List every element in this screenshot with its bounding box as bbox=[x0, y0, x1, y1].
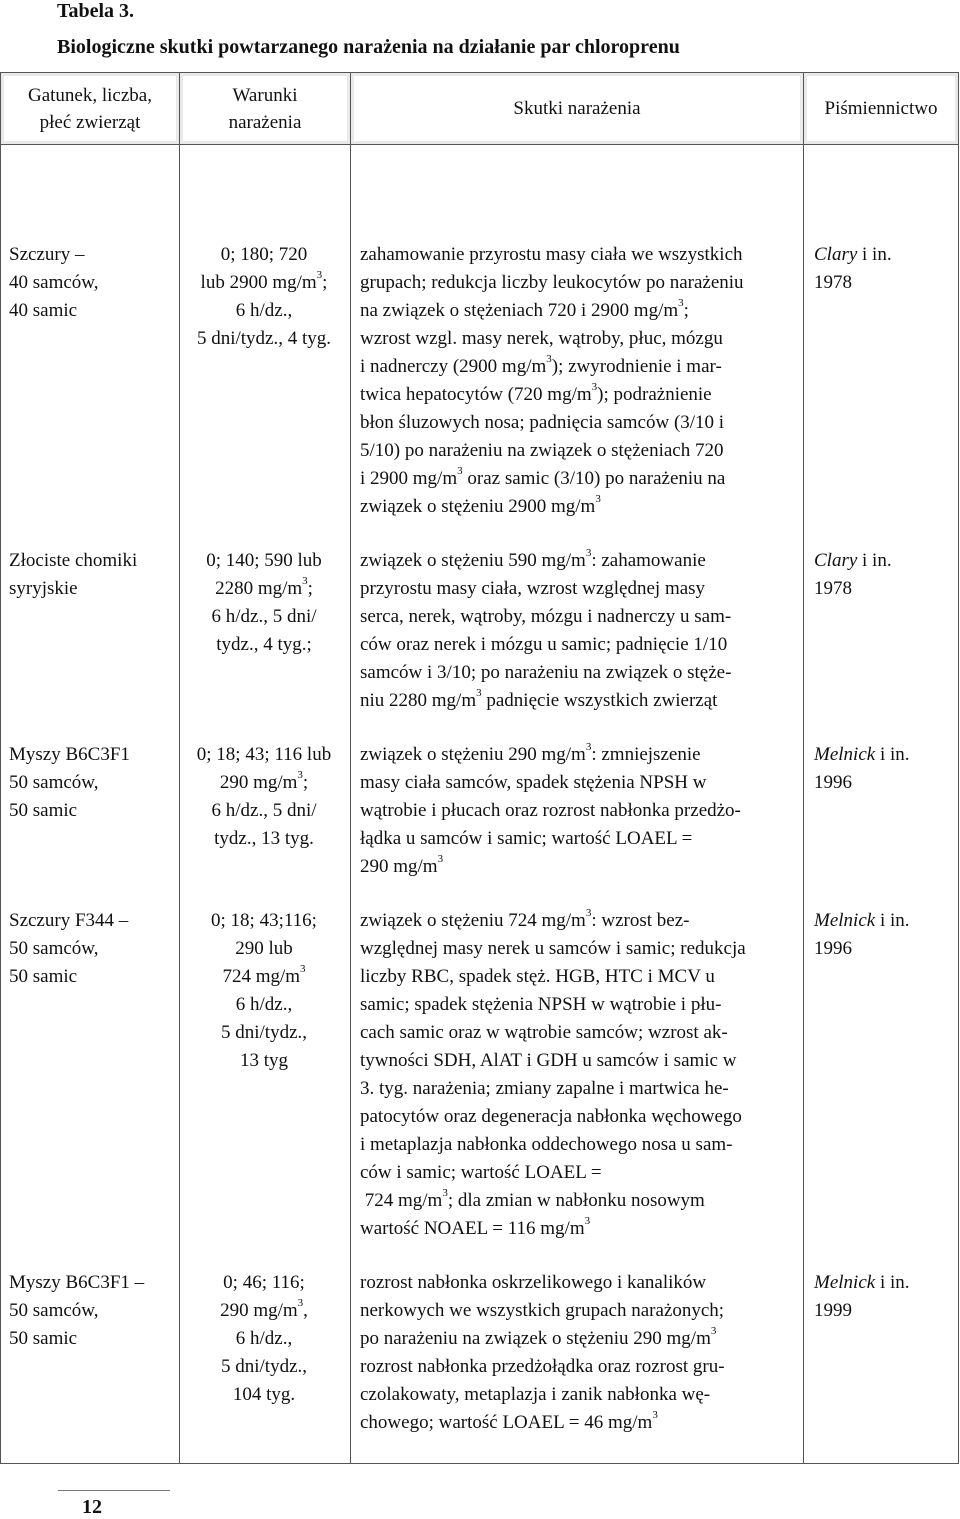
reference-year: 1996 bbox=[814, 938, 852, 959]
header-conditions-line: Warunki bbox=[232, 84, 298, 106]
effects-cell-line: na związek o stężeniach 720 i 2900 $mg/m^3$; bbox=[360, 296, 689, 321]
effects-cell-line: nerkowych we wszystkich grupach narażonych; bbox=[360, 1300, 725, 1321]
header-species-line: Gatunek, liczba, bbox=[28, 84, 152, 106]
conditions-cell bbox=[180, 741, 351, 907]
conditions-cell-line: 0; 18; 43; 116 lub bbox=[196, 744, 332, 765]
reference-et-al: i in. bbox=[875, 910, 910, 931]
species-cell-line: syryjskie bbox=[9, 578, 78, 599]
conditions-cell-line: 5 dni/tydz., 4 tyg. bbox=[196, 328, 332, 349]
species-cell-line: 50 samic bbox=[9, 1328, 78, 1349]
conditions-cell bbox=[180, 145, 351, 548]
superscript: 3 bbox=[297, 1296, 304, 1309]
effects-cell-line: ców i samic; wartość LOAEL = bbox=[360, 1162, 602, 1183]
reference-authors bbox=[814, 241, 952, 269]
footer-rule bbox=[58, 1490, 170, 1491]
effects-cell-line: wątrobie i płucach oraz rozrost nabłonka przedżo- bbox=[360, 800, 741, 821]
conditions-cell-line: 6 h/dz., 5 dni/ bbox=[211, 800, 317, 821]
effects-cell-line: czolakowaty, metaplazja i zanik nabłonka wę- bbox=[360, 1384, 711, 1405]
reference-authors bbox=[814, 907, 952, 935]
effects-cell-line: 290 $mg/m^3$ bbox=[360, 852, 444, 877]
effects-cell-line: serca, nerek, wątroby, mózgu i nadnerczy u sam- bbox=[360, 606, 732, 627]
superscript: 3 bbox=[652, 1408, 658, 1421]
table-label: Tabela 3. bbox=[57, 0, 135, 22]
effects-cell-line: rozrost nabłonka oskrzelikowego i kanalików bbox=[360, 1272, 707, 1293]
effects-cell-line: związek o stężeniu 290 $mg/m^3$: zmniejszenie bbox=[360, 740, 701, 765]
conditions-cell-line: 724 $mg/m^3$ bbox=[222, 962, 306, 987]
effects-cell-line: zahamowanie przyrostu masy ciała we wszystkich bbox=[360, 244, 743, 265]
reference-cell bbox=[804, 907, 959, 1269]
species-cell-line: 50 samców, bbox=[9, 938, 99, 959]
conditions-cell bbox=[180, 1269, 351, 1464]
table-row bbox=[1, 547, 959, 741]
header-species bbox=[1, 73, 180, 145]
reference-year: 1978 bbox=[814, 578, 852, 599]
conditions-cell bbox=[180, 547, 351, 741]
effects-cell-line: liczby RBC, spadek stęż. HGB, HTC i MCV u bbox=[360, 966, 715, 987]
effects-cell-line: przyrostu masy ciała, wzrost względnej masy bbox=[360, 578, 706, 599]
reference-et-al: i in. bbox=[857, 244, 892, 265]
effects-cell-line: związek o stężeniu 724 $mg/m^3$: wzrost bez- bbox=[360, 906, 690, 931]
effects-cell-line: masy ciała samców, spadek stężenia NPSH w bbox=[360, 772, 707, 793]
effects-cell-line: 724 $mg/m^3$; dla zmian w nabłonku nosowym bbox=[360, 1186, 705, 1211]
species-cell bbox=[1, 547, 180, 741]
reference-et-al: i in. bbox=[875, 744, 910, 765]
reference-author: Melnick bbox=[814, 1272, 876, 1293]
effects-cell-line: grupach; redukcja liczby leukocytów po narażeniu bbox=[360, 272, 744, 293]
effects-cell-line: łądka u samców i samic; wartość LOAEL = bbox=[360, 828, 693, 849]
effects-cell-line: chowego; wartość LOAEL = 46 $mg/m^3$ bbox=[360, 1408, 658, 1433]
conditions-cell-line: 0; 180; 720 bbox=[220, 244, 308, 265]
species-cell-line: Szczury F344 – bbox=[9, 910, 129, 931]
superscript: 3 bbox=[584, 1214, 591, 1227]
effects-cell-line: niu 2280 $mg/m^3$ padnięcie wszystkich zwierząt bbox=[360, 686, 718, 711]
superscript: 3 bbox=[300, 962, 306, 975]
reference-et-al: i in. bbox=[857, 550, 892, 571]
conditions-cell-line: 6 h/dz., bbox=[235, 300, 293, 321]
reference-authors bbox=[814, 547, 952, 575]
effects-cell-line: samic; spadek stężenia NPSH w wątrobie i płu- bbox=[360, 994, 722, 1015]
header-effects bbox=[351, 73, 804, 145]
reference-author: Clary bbox=[814, 244, 858, 265]
conditions-cell-line: tydz., 4 tyg.; bbox=[216, 634, 312, 655]
effects-cell-line: rozrost nabłonka przedżołądka oraz rozrost gru- bbox=[360, 1356, 725, 1377]
species-cell bbox=[1, 907, 180, 1269]
header-species-line: płeć zwierząt bbox=[39, 111, 141, 133]
superscript: 3 bbox=[302, 574, 308, 587]
conditions-cell-line: 290 lub bbox=[235, 938, 293, 959]
effects-cell-line: ców oraz nerek i mózgu u samic; padnięcie 1/10 bbox=[360, 634, 728, 655]
effects-cell-line: tywności SDH, AlAT i GDH u samców i samic w bbox=[360, 1050, 737, 1071]
reference-author: Melnick bbox=[814, 744, 876, 765]
superscript: 3 bbox=[457, 464, 463, 477]
conditions-cell-line: 2280 $mg/m^3$; bbox=[215, 574, 313, 599]
species-cell-line: 50 samców, bbox=[9, 772, 99, 793]
superscript: 3 bbox=[442, 1186, 448, 1199]
conditions-cell-line: 0; 46; 116; bbox=[223, 1272, 305, 1293]
effects-cell-line: samców i 3/10; po narażeniu na związek o stęże- bbox=[360, 662, 732, 683]
effects-cell-line: po narażeniu na związek o stężeniu 290 $mg/m^3$ bbox=[360, 1324, 717, 1349]
effects-cell-line: błon śluzowych nosa; padnięcia samców (3/10 i bbox=[360, 412, 725, 433]
effects-cell bbox=[351, 145, 804, 548]
effects-cell-line: 3. tyg. narażenia; zmiany zapalne i martwica he- bbox=[360, 1078, 729, 1099]
conditions-cell-line: 0; 140; 590 lub bbox=[206, 550, 322, 571]
superscript: 3 bbox=[297, 768, 303, 781]
effects-cell-line: związek o stężeniu 590 $mg/m^3$: zahamowanie bbox=[360, 546, 706, 571]
reference-author: Melnick bbox=[814, 910, 876, 931]
superscript: 3 bbox=[585, 546, 592, 559]
superscript: 3 bbox=[585, 906, 592, 919]
species-cell-line: Złociste chomiki bbox=[9, 550, 138, 571]
conditions-cell-line: 104 tyg. bbox=[232, 1384, 296, 1405]
species-cell bbox=[1, 1269, 180, 1464]
effects-cell-line: wartość NOAEL = 116 $mg/m^3$ bbox=[360, 1214, 591, 1239]
header-conditions bbox=[180, 73, 351, 145]
reference-et-al: i in. bbox=[875, 1272, 910, 1293]
effects-cell-line: i nadnerczy (2900 $mg/m^3$); zwyrodnienie i mar- bbox=[360, 352, 722, 377]
table-title: Biologiczne skutki powtarzanego narażenia na działanie par chloroprenu bbox=[57, 36, 680, 58]
effects-cell bbox=[351, 907, 804, 1269]
superscript: 3 bbox=[437, 852, 444, 865]
species-cell bbox=[1, 145, 180, 548]
superscript: 3 bbox=[476, 686, 482, 699]
reference-cell bbox=[804, 741, 959, 907]
effects-cell-line: patocytów oraz degeneracja nabłonka węchowego bbox=[360, 1106, 742, 1127]
species-cell-line: 50 samic bbox=[9, 966, 78, 987]
conditions-cell-line: tydz., 13 tyg. bbox=[214, 828, 314, 849]
effects-cell-line: związek o stężeniu 2900 $mg/m^3$ bbox=[360, 492, 601, 517]
effects-cell-line: 5/10) po narażeniu na związek o stężeniach 720 bbox=[360, 440, 724, 461]
table-row bbox=[1, 1269, 959, 1464]
superscript: 3 bbox=[595, 492, 601, 505]
species-cell-line: 40 samic bbox=[9, 300, 78, 321]
superscript: 3 bbox=[546, 352, 552, 365]
effects-cell-line: i metaplazja nabłonka oddechowego nosa u sam- bbox=[360, 1134, 733, 1155]
header-effects-label: Skutki narażenia bbox=[513, 98, 641, 119]
effects-cell-line: twica hepatocytów (720 $mg/m^3$); podrażnienie bbox=[360, 380, 712, 405]
effects-cell-line: cach samic oraz w wątrobie samców; wzrost ak- bbox=[360, 1022, 728, 1043]
superscript: 3 bbox=[591, 380, 598, 393]
species-cell-line: 50 samic bbox=[9, 800, 78, 821]
reference-authors bbox=[814, 741, 952, 769]
reference-year: 1996 bbox=[814, 772, 852, 793]
conditions-cell-line: 5 dni/tydz., bbox=[220, 1356, 308, 1377]
header-conditions-line: narażenia bbox=[228, 111, 302, 133]
page-number: 12 bbox=[82, 1496, 102, 1518]
superscript: 3 bbox=[316, 268, 323, 281]
conditions-cell-line: 0; 18; 43;116; bbox=[211, 910, 317, 931]
reference-author: Clary bbox=[814, 550, 858, 571]
table-row bbox=[1, 145, 959, 548]
species-cell-line: Myszy B6C3F1 bbox=[9, 744, 130, 765]
effects-cell bbox=[351, 547, 804, 741]
reference-year: 1978 bbox=[814, 272, 852, 293]
superscript: 3 bbox=[678, 296, 684, 309]
effects-cell bbox=[351, 741, 804, 907]
effects-cell-line: względnej masy nerek u samców i samic; redukcja bbox=[360, 938, 746, 959]
species-cell-line: Szczury – bbox=[9, 244, 85, 265]
reference-authors bbox=[814, 1269, 952, 1297]
conditions-cell-line: 5 dni/tydz., bbox=[220, 1022, 308, 1043]
header-references-label: Piśmiennictwo bbox=[824, 98, 938, 119]
species-cell bbox=[1, 741, 180, 907]
table-row bbox=[1, 907, 959, 1269]
species-cell-line: 40 samców, bbox=[9, 272, 99, 293]
conditions-cell-line: 6 h/dz., bbox=[235, 994, 293, 1015]
effects-table bbox=[0, 72, 959, 1464]
conditions-cell-line: 290 $mg/m^3$; bbox=[219, 768, 309, 793]
species-cell-line: Myszy B6C3F1 – bbox=[9, 1272, 145, 1293]
effects-cell bbox=[351, 1269, 804, 1464]
effects-cell-line: wzrost wzgl. masy nerek, wątroby, płuc, mózgu bbox=[360, 328, 723, 349]
reference-year: 1999 bbox=[814, 1300, 852, 1321]
conditions-cell bbox=[180, 907, 351, 1269]
reference-cell bbox=[804, 1269, 959, 1464]
conditions-cell-line: 290 $mg/m^3$, bbox=[220, 1296, 308, 1321]
conditions-cell-line: 6 h/dz., bbox=[235, 1328, 293, 1349]
reference-cell bbox=[804, 547, 959, 741]
conditions-cell-line: lub 2900 $mg/m^3$; bbox=[200, 268, 328, 293]
superscript: 3 bbox=[710, 1324, 717, 1337]
superscript: 3 bbox=[585, 740, 592, 753]
effects-cell-line: i 2900 $mg/m^3$ oraz samic (3/10) po narażeniu na bbox=[360, 464, 726, 489]
reference-cell bbox=[804, 145, 959, 548]
table-row bbox=[1, 741, 959, 907]
conditions-cell-line: 13 tyg bbox=[239, 1050, 289, 1071]
header-references bbox=[804, 73, 959, 145]
conditions-cell-line: 6 h/dz., 5 dni/ bbox=[211, 606, 317, 627]
table-header-row bbox=[1, 73, 959, 145]
species-cell-line: 50 samców, bbox=[9, 1300, 99, 1321]
